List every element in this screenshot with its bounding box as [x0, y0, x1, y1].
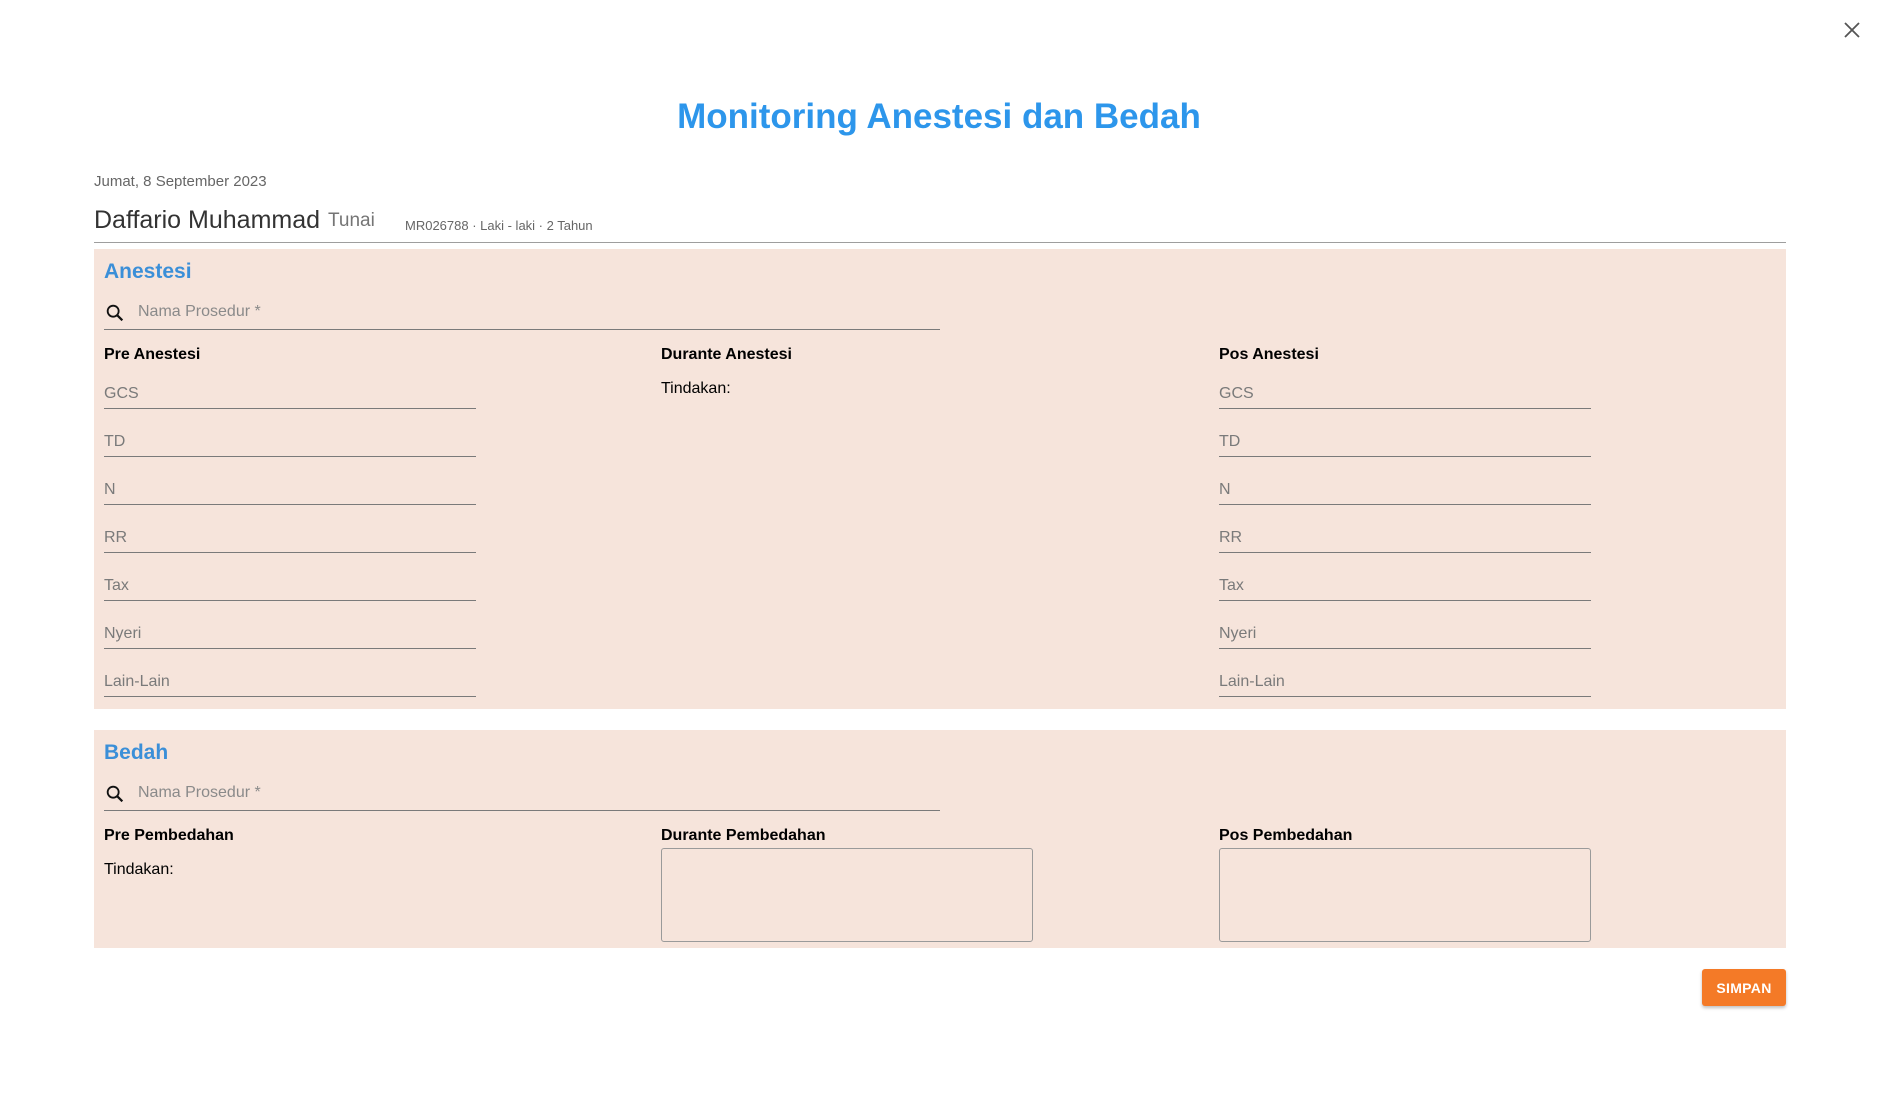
pos-anestesi-nyeri-field: [1219, 614, 1591, 649]
search-icon: [104, 302, 126, 324]
bedah-title: Bedah: [104, 741, 169, 764]
pre-anestesi-gcs-input[interactable]: [104, 374, 476, 406]
pos-anestesi-n-input[interactable]: [1219, 470, 1591, 502]
pos-anestesi-rr-field: [1219, 518, 1591, 553]
durante-pembedahan-textarea[interactable]: [661, 848, 1033, 942]
pos-anestesi-rr-input[interactable]: [1219, 518, 1591, 550]
pos-anestesi-tax-input[interactable]: [1219, 566, 1591, 598]
pos-anestesi-lain-input[interactable]: [1219, 662, 1591, 694]
pre-pembedahan-title: Pre Pembedahan: [104, 827, 234, 844]
durante-pembedahan-title: Durante Pembedahan: [661, 827, 826, 844]
pos-anestesi-td-input[interactable]: [1219, 422, 1591, 454]
anestesi-procedure-search: [104, 296, 940, 330]
pre-anestesi-rr-field: [104, 518, 476, 553]
pos-anestesi-td-field: [1219, 422, 1591, 457]
pre-anestesi-n-field: [104, 470, 476, 505]
pre-anestesi-lain-input[interactable]: [104, 662, 476, 694]
pos-pembedahan-textarea[interactable]: [1219, 848, 1591, 942]
anestesi-procedure-input[interactable]: [138, 298, 928, 326]
anestesi-section: [94, 249, 1786, 709]
patient-meta: MR026788 · Laki - laki · 2 Tahun: [405, 218, 593, 233]
close-icon: [1840, 29, 1864, 46]
bedah-procedure-input[interactable]: [138, 779, 928, 807]
bedah-procedure-search: [104, 777, 940, 811]
durante-anestesi-column: [661, 346, 1033, 406]
close-button[interactable]: [1840, 18, 1864, 42]
pre-anestesi-lain-field: [104, 662, 476, 697]
pre-anestesi-column: [104, 346, 476, 706]
search-icon: [104, 783, 126, 805]
pos-anestesi-column: [1219, 346, 1591, 706]
patient-name: Daffario Muhammad: [94, 206, 321, 234]
patient-header: [94, 206, 1786, 243]
durante-anestesi-title: Durante Anestesi: [661, 346, 792, 363]
pre-pembedahan-column: [104, 827, 476, 887]
pre-anestesi-td-input[interactable]: [104, 422, 476, 454]
pre-pembedahan-tindakan-label: Tindakan:: [104, 861, 174, 878]
anestesi-title: Anestesi: [104, 260, 192, 283]
pos-anestesi-gcs-field: [1219, 374, 1591, 409]
pre-anestesi-n-input[interactable]: [104, 470, 476, 502]
durante-anestesi-tindakan-label: Tindakan:: [661, 380, 731, 397]
visit-date: Jumat, 8 September 2023: [94, 173, 267, 190]
pos-pembedahan-title: Pos Pembedahan: [1219, 827, 1353, 844]
pos-anestesi-gcs-input[interactable]: [1219, 374, 1591, 406]
save-button[interactable]: SIMPAN: [1702, 969, 1786, 1006]
pos-anestesi-lain-field: [1219, 662, 1591, 697]
bedah-section: [94, 730, 1786, 948]
durante-pembedahan-column: [661, 827, 1033, 942]
pos-anestesi-tax-field: [1219, 566, 1591, 601]
pre-anestesi-tax-field: [104, 566, 476, 601]
pos-anestesi-nyeri-input[interactable]: [1219, 614, 1591, 646]
pos-anestesi-n-field: [1219, 470, 1591, 505]
pre-anestesi-td-field: [104, 422, 476, 457]
payment-type: Tunai: [328, 210, 375, 231]
pre-anestesi-gcs-field: [104, 374, 476, 409]
page-title: Monitoring Anestesi dan Bedah: [677, 97, 1201, 136]
pre-anestesi-title: Pre Anestesi: [104, 346, 201, 363]
pre-anestesi-nyeri-field: [104, 614, 476, 649]
pos-pembedahan-column: [1219, 827, 1591, 942]
pre-anestesi-tax-input[interactable]: [104, 566, 476, 598]
pre-anestesi-rr-input[interactable]: [104, 518, 476, 550]
pos-anestesi-title: Pos Anestesi: [1219, 346, 1319, 363]
pre-anestesi-nyeri-input[interactable]: [104, 614, 476, 646]
